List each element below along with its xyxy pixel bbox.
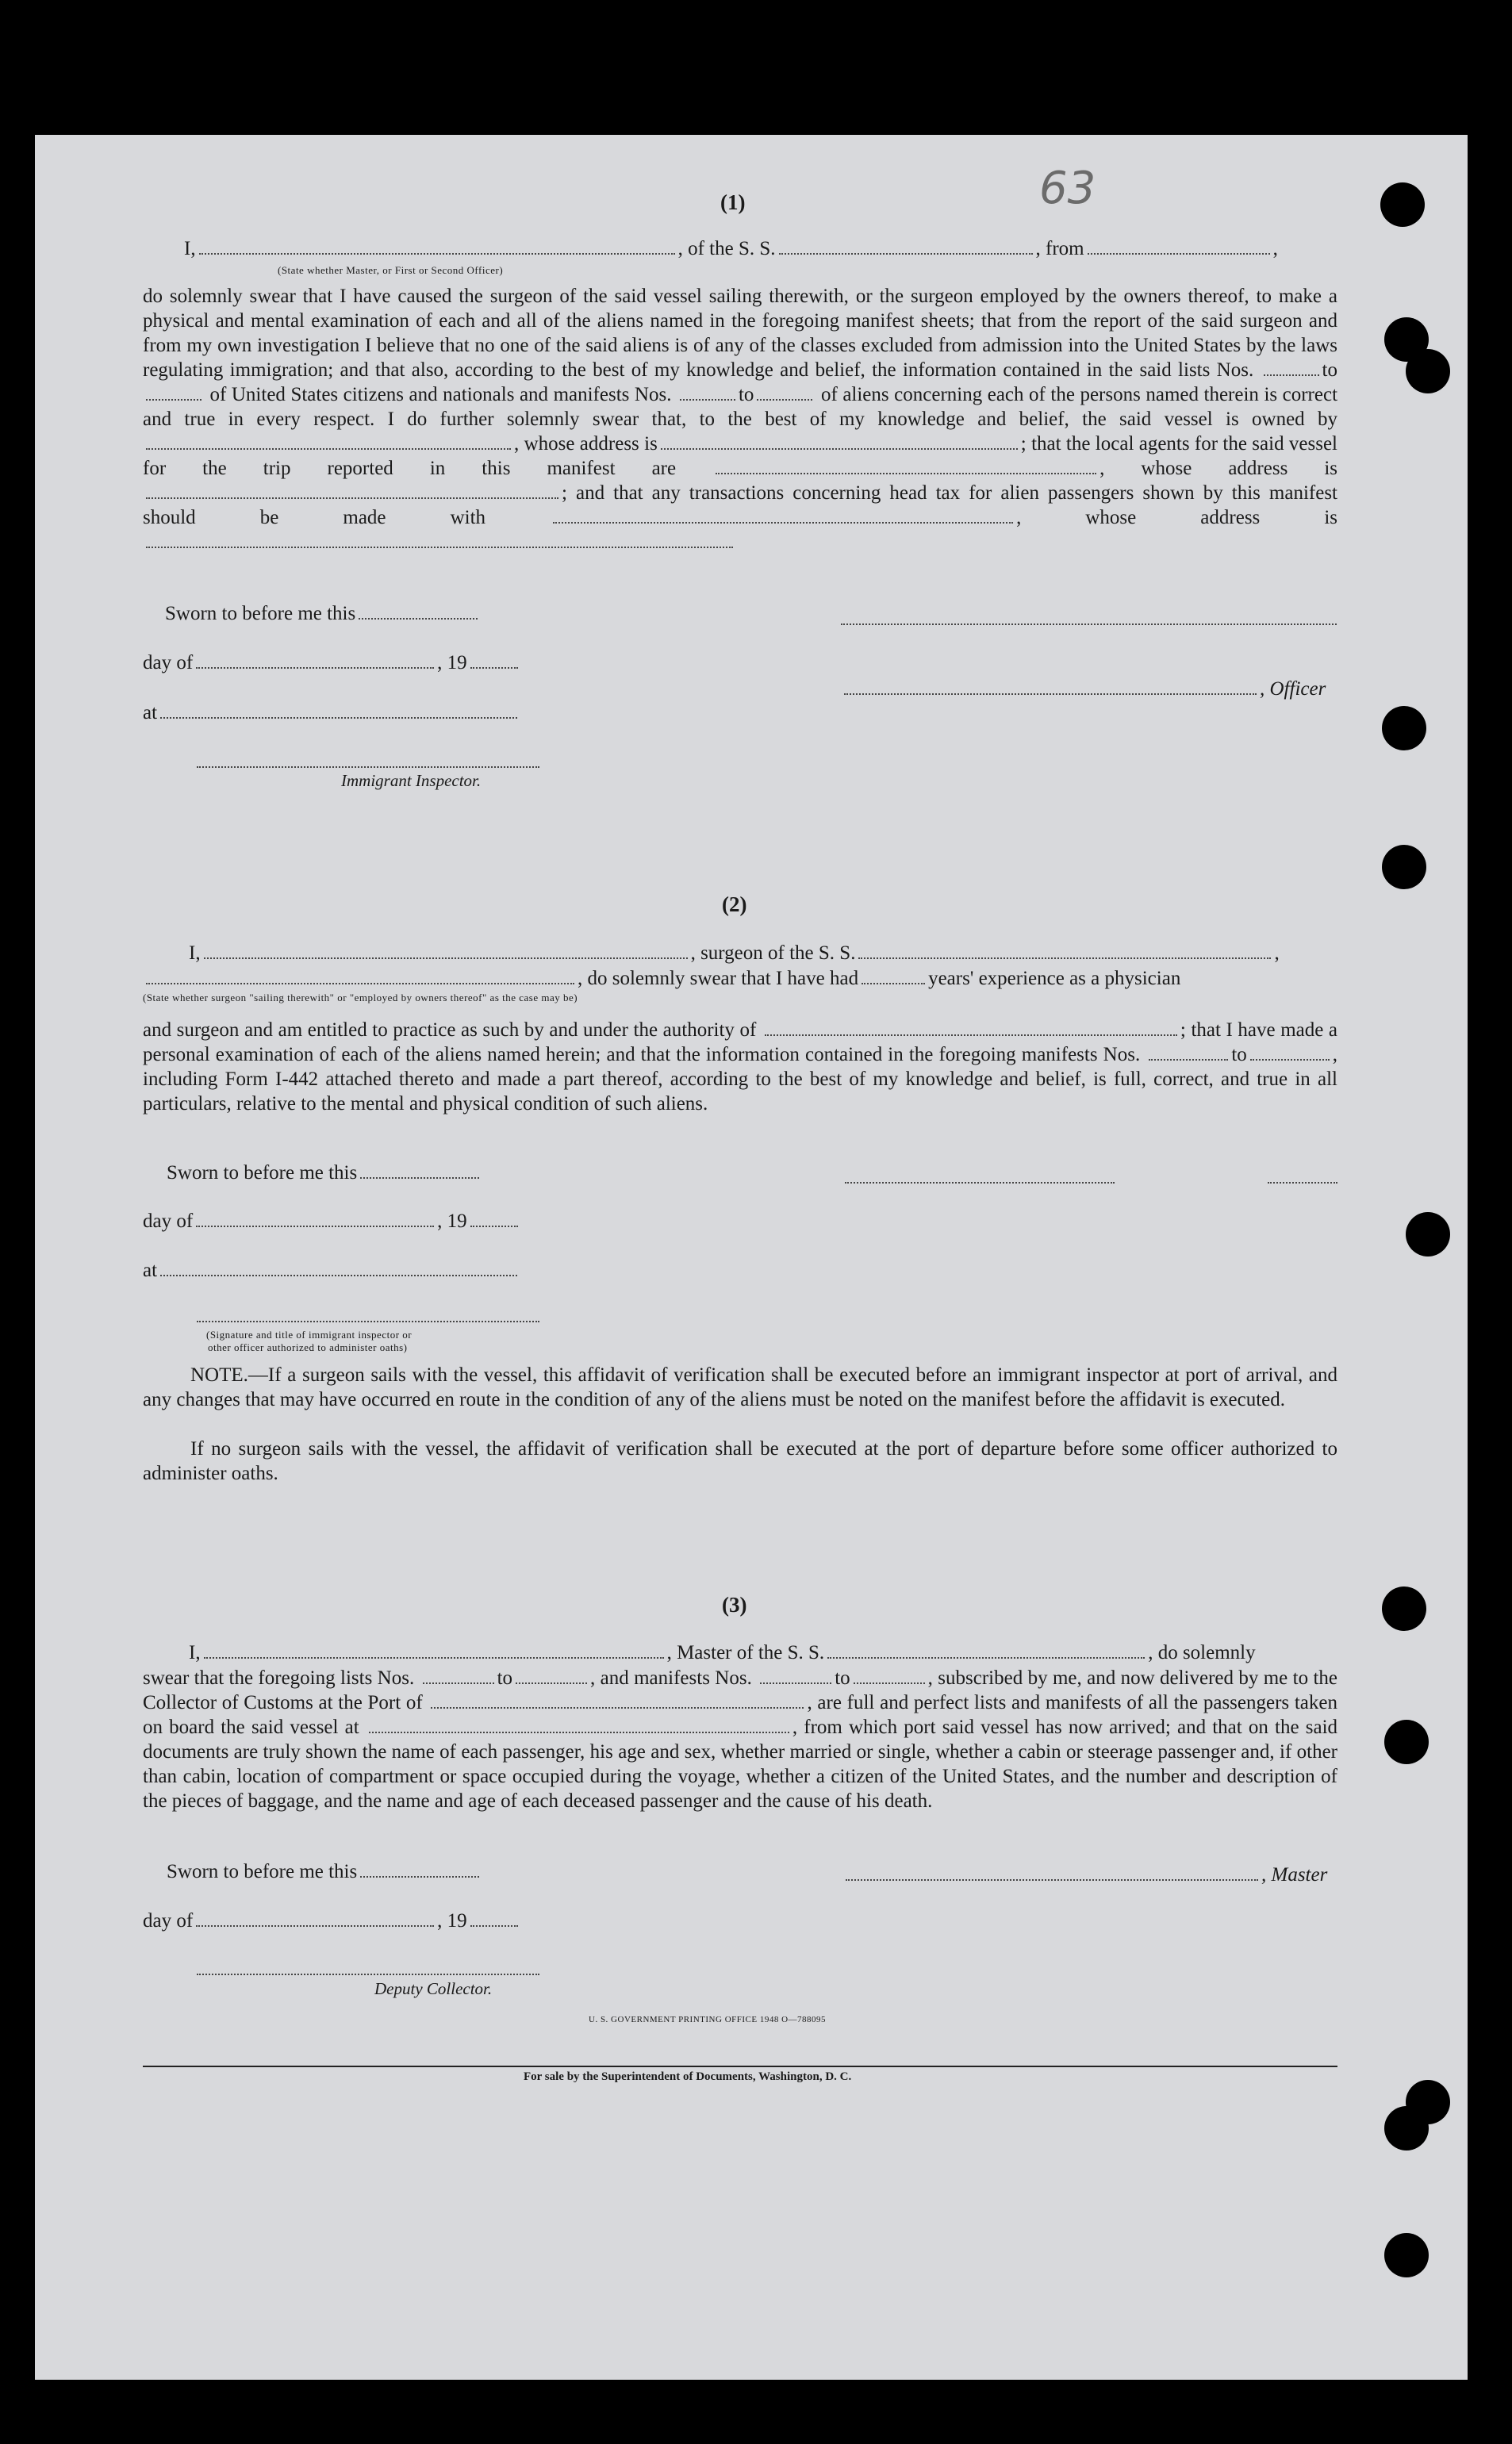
s3-day-of: day of , 19	[143, 1910, 521, 1932]
s2-line1: I, , surgeon of the S. S. ,	[189, 942, 1280, 964]
s3-line1: I, , Master of the S. S. , do solemnly	[189, 1642, 1256, 1663]
s1-officer: , Officer	[841, 678, 1326, 700]
section-1-number: (1)	[720, 190, 746, 214]
punch-hole-5	[1382, 845, 1426, 889]
s2-sig-caption-2: other officer authorized to administer oaths)	[208, 1341, 408, 1353]
s1-day-of: day of , 19	[143, 652, 521, 674]
s2-inspector-signature-line	[197, 1321, 539, 1322]
punch-hole-8	[1384, 1720, 1429, 1764]
s2-sworn: Sworn to before me this	[167, 1162, 482, 1184]
s2-at: at	[143, 1260, 520, 1282]
s2-note-2: If no surgeon sails with the vessel, the affidavit of verification shall be executed at the port of departure before some officer authorized to administer oaths.	[143, 1438, 1337, 1484]
sale-notice: For sale by the Superintendent of Documents, Washington, D. C.	[524, 2070, 852, 2083]
s3-master: , Master	[842, 1864, 1327, 1886]
punch-hole-10	[1384, 2106, 1429, 2150]
punch-hole-4	[1382, 706, 1426, 750]
punch-hole-3	[1406, 349, 1450, 393]
s1-sworn: Sworn to before me this	[165, 603, 481, 625]
handwritten-page-number: 63	[1039, 163, 1096, 214]
s2-day-of: day of , 19	[143, 1210, 521, 1233]
s2-note-label: NOTE.	[190, 1364, 248, 1386]
s3-deputy-caption: Deputy Collector.	[374, 1979, 493, 1998]
s3-deputy-signature-line	[197, 1974, 539, 1975]
s3-paragraph: swear that the foregoing lists Nos. to , and manifests Nos. to , subscribed by me, and now delivered by me to the Collector of Customs at the Port of , are full and perfect lists and manifests of all the passengers taken on board the said vessel at , from which port said vessel has now arrived; and that on the said documents are truly shown the name of each passenger, his age and sex, whether married or single, whether a cabin or steerage passenger and, if other than cabin, location of compartment or space occupied during the voyage, whether a citizen of the United States, and the number and description of the pieces of baggage, and the name and age of each deceased passenger and the cause of his death.	[143, 1667, 1338, 1812]
s2-note: NOTE.—If a surgeon sails with the vessel, this affidavit of verification shall be executed before an immigrant inspector at port of arrival, and any changes that may have occurred en route in the condition of any of the aliens must be noted on the manifest before the affidavit is executed.	[143, 1364, 1337, 1410]
s2-signature-line-b	[1268, 1182, 1337, 1184]
s2-paragraph: and surgeon and am entitled to practice as such by and under the authority of ; that I have made a personal examination of each of the aliens named herein; and that the information contained in the foregoing manifests Nos. to , including Form I-442 attached thereto and made a part thereof, according to the best of my knowledge and belief, is full, correct, and true in all particulars, relative to the mental and physical condition of such aliens.	[143, 1019, 1338, 1115]
s1-paragraph: do solemnly swear that I have caused the surgeon of the said vessel sailing therewith, or the surgeon employed by the owners thereof, to make a physical and mental examination of each and all of the aliens named in the foregoing manifest sheets; that from the report of the said surgeon and from my own investigation I believe that no one of the said aliens is of any of the classes excluded from admission into the United States by the laws regulating immigration; and that also, according to the best of my knowledge and belief, the information contained in the said lists Nos. to of United States citizens and nationals and manifests Nos. to of aliens concerning each of the persons named therein is correct and true in every respect. I do further solemnly swear that, to the best of my knowledge and belief, the said vessel is owned by , whose address is ; that the local agents for the said vessel for the trip reported in this manifest are , whose address is ; and that any transactions concerning head tax for alien passengers shown by this manifest should be made with , whose address is	[143, 284, 1337, 554]
s2-sub-surgeon: (State whether surgeon "sailing therewith" or "employed by owners thereof" as the case may be)	[143, 992, 578, 1003]
s3-sworn: Sworn to before me this	[167, 1861, 482, 1883]
punch-hole-6	[1406, 1212, 1450, 1257]
s1-inspector-signature-line	[197, 766, 539, 768]
s1-sub-master: (State whether Master, or First or Second Officer)	[278, 264, 504, 276]
punch-hole-11	[1384, 2233, 1429, 2277]
s1-officer-signature-line	[841, 623, 1337, 625]
punch-hole-7	[1382, 1586, 1426, 1631]
punch-hole-1	[1380, 182, 1425, 227]
gpo-imprint: U. S. GOVERNMENT PRINTING OFFICE 1948 O—788095	[589, 2015, 827, 2024]
section-2-number: (2)	[722, 892, 747, 916]
s1-at: at	[143, 702, 520, 724]
s2-sig-caption-1: (Signature and title of immigrant inspector or	[206, 1329, 413, 1341]
s2-line2: , do solemnly swear that I have had years' experience as a physician	[143, 968, 1180, 990]
s2-signature-line-a	[845, 1182, 1115, 1184]
s1-line1: I, , of the S. S. , from ,	[184, 238, 1278, 259]
footer-rule	[143, 2066, 1337, 2067]
s1-inspector-caption: Immigrant Inspector.	[341, 771, 482, 790]
section-3-number: (3)	[722, 1593, 747, 1617]
